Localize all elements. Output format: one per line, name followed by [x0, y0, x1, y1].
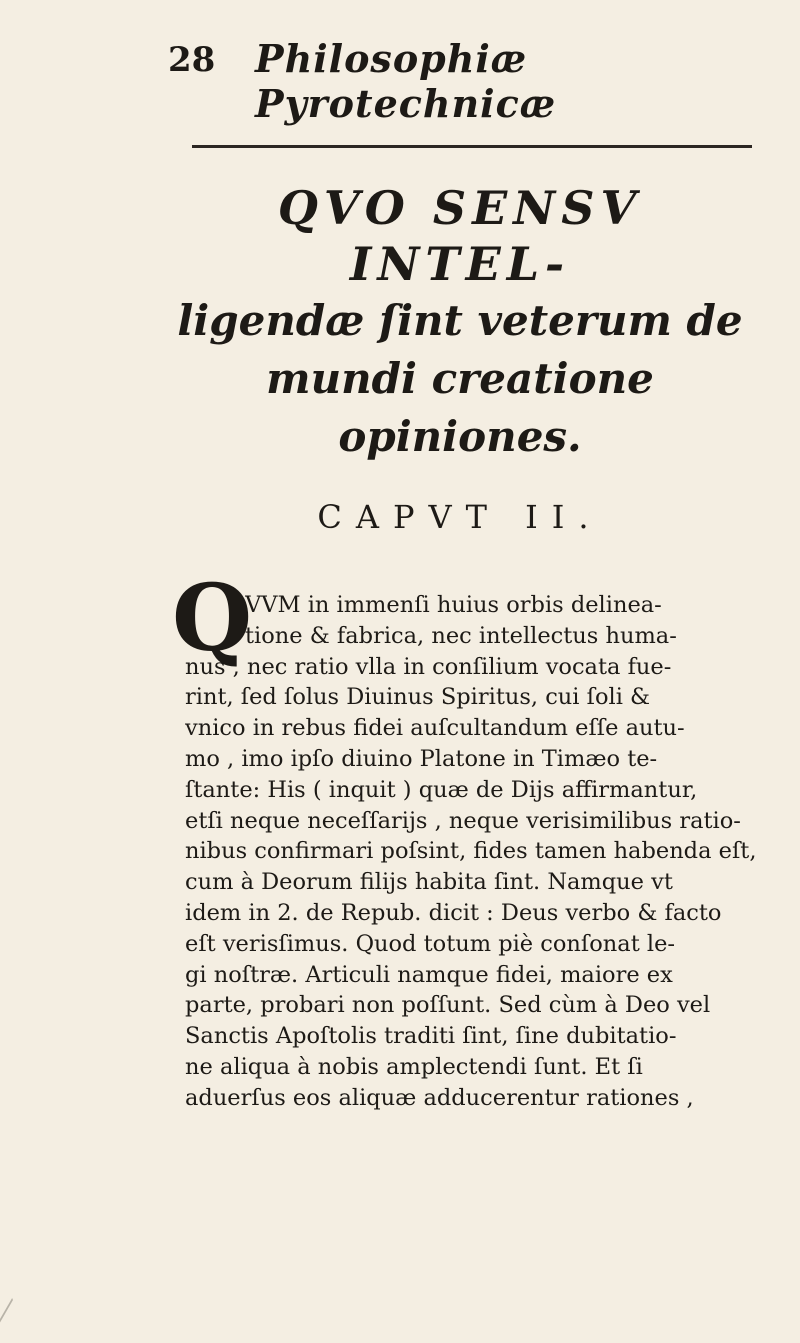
chapter-title	[160, 180, 760, 466]
chapter-title-line: QVO SENSV INTEL-	[277, 181, 643, 291]
body-line: ſtante: His ( inquit ) quæ de Dijs affirmantur,	[185, 776, 698, 803]
body-line: ne aliqua à nobis amplectendi ſunt. Et ſi	[185, 1053, 643, 1080]
drop-cap: Q	[172, 564, 253, 672]
body-line: nus , nec ratio vlla in conſilium vocata fue-	[185, 653, 672, 680]
body-line: etſi neque neceſſarijs , neque verisimilibus ratio-	[185, 807, 741, 834]
body-line: VVM in immenſi huius orbis delinea-	[245, 592, 662, 618]
header-rule	[192, 145, 752, 148]
body-line: cum à Deorum filijs habita ſint. Namque vt	[185, 869, 673, 896]
page-corner-mark	[0, 1298, 64, 1340]
body-line: mo , imo ipſo diuino Platone in Timæo te-	[185, 745, 658, 772]
chapter-number: CAPVT II.	[317, 498, 603, 536]
body-line: idem in 2. de Repub. dicit : Deus verbo & facto	[185, 899, 722, 926]
chapter-title-line: ligendæ ſint veterum de	[177, 296, 743, 345]
body-line: vnico in rebus fidei auſcultandum eſſe autu-	[185, 715, 685, 742]
page-number: 28	[168, 40, 216, 80]
chapter-title-line: mundi creatione	[266, 354, 654, 403]
body-line: parte, probari non poſſunt. Sed cùm à Deo vel	[185, 992, 711, 1019]
body-line: Sanctis Apoſtolis traditi ſint, ſine dubitatio-	[185, 1023, 677, 1050]
body-line: eſt verisſimus. Quod totum piè conſonat le-	[185, 930, 676, 957]
body-line: tione & fabrica, nec intellectus huma-	[245, 622, 677, 649]
body-line: nibus confirmari poſsint, fides tamen habenda eſt,	[185, 838, 757, 865]
body-line: gi noſtræ. Articuli namque fidei, maiore ex	[185, 961, 673, 988]
body-line: aduerſus eos aliquæ adducerentur rationes ,	[185, 1084, 694, 1111]
running-title: Philosophiæ Pyrotechnicæ	[255, 36, 557, 126]
chapter-title-line: opiniones.	[338, 412, 582, 461]
body-text	[185, 590, 765, 1114]
body-line: rint, ſed ſolus Diuinus Spiritus, cui ſoli &	[185, 684, 651, 711]
running-header	[160, 30, 720, 126]
